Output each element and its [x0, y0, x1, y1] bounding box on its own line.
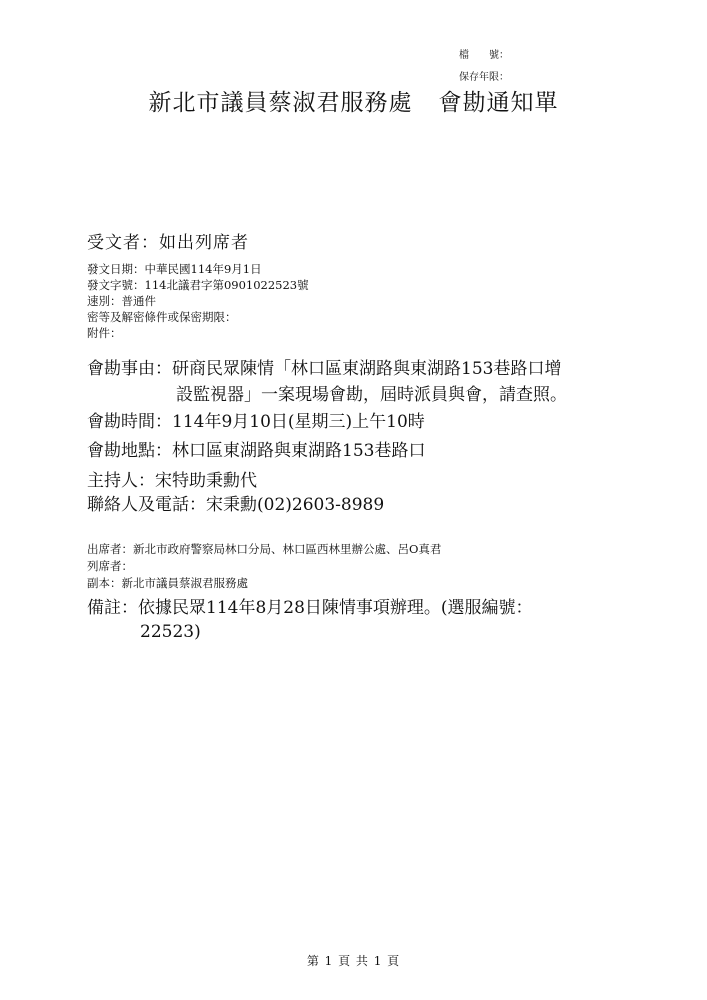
doc-type: 會勘通知單	[438, 90, 559, 116]
attendees-present: 出席者：新北市政府警察局林口分局、林口區西林里辦公處、呂O真君	[87, 542, 442, 556]
remark-line-2: 22523)	[140, 622, 201, 642]
retention-period-label: 保存年限：	[459, 72, 509, 83]
issue-number: 發文字號：114北議君字第0901022523號	[87, 278, 309, 292]
page-number: 第 1 頁 共 1 頁	[306, 954, 401, 968]
matter-line-2: 設監視器」一案現場會勘，屆時派員與會，請查照。	[176, 385, 567, 405]
inspection-place: 會勘地點：林口區東湖路與東湖路153巷路口	[87, 441, 426, 461]
inspection-time: 會勘時間：114年9月10日(星期三)上午10時	[87, 412, 425, 432]
matter-line-1: 會勘事由：研商民眾陳情「林口區東湖路與東湖路153巷路口增	[87, 359, 562, 379]
attachment-line: 附件：	[87, 326, 122, 340]
host-line: 主持人：宋特助秉勳代	[87, 471, 257, 491]
file-number-label: 檔 號：	[459, 50, 509, 61]
inspection-matter	[87, 356, 567, 408]
security-level: 密等及解密條件或保密期限：	[87, 310, 237, 324]
remark-line-1: 備註：依據民眾114年8月28日陳情事項辦理。(選服編號：	[87, 598, 533, 618]
contact-line: 聯絡人及電話：宋秉勳(02)2603-8989	[87, 495, 385, 515]
copy-to: 副本：新北市議員蔡淑君服務處	[87, 576, 248, 590]
speed-class: 速別：普通件	[87, 294, 156, 308]
office-name: 新北市議員蔡淑君服務處	[148, 90, 413, 116]
recipient-line: 受文者：如出列席者	[87, 233, 249, 253]
attendees-observers: 列席者：	[87, 559, 133, 573]
issue-date: 發文日期：中華民國114年9月1日	[87, 262, 262, 276]
remark-block	[87, 596, 533, 644]
document-title	[0, 84, 707, 117]
